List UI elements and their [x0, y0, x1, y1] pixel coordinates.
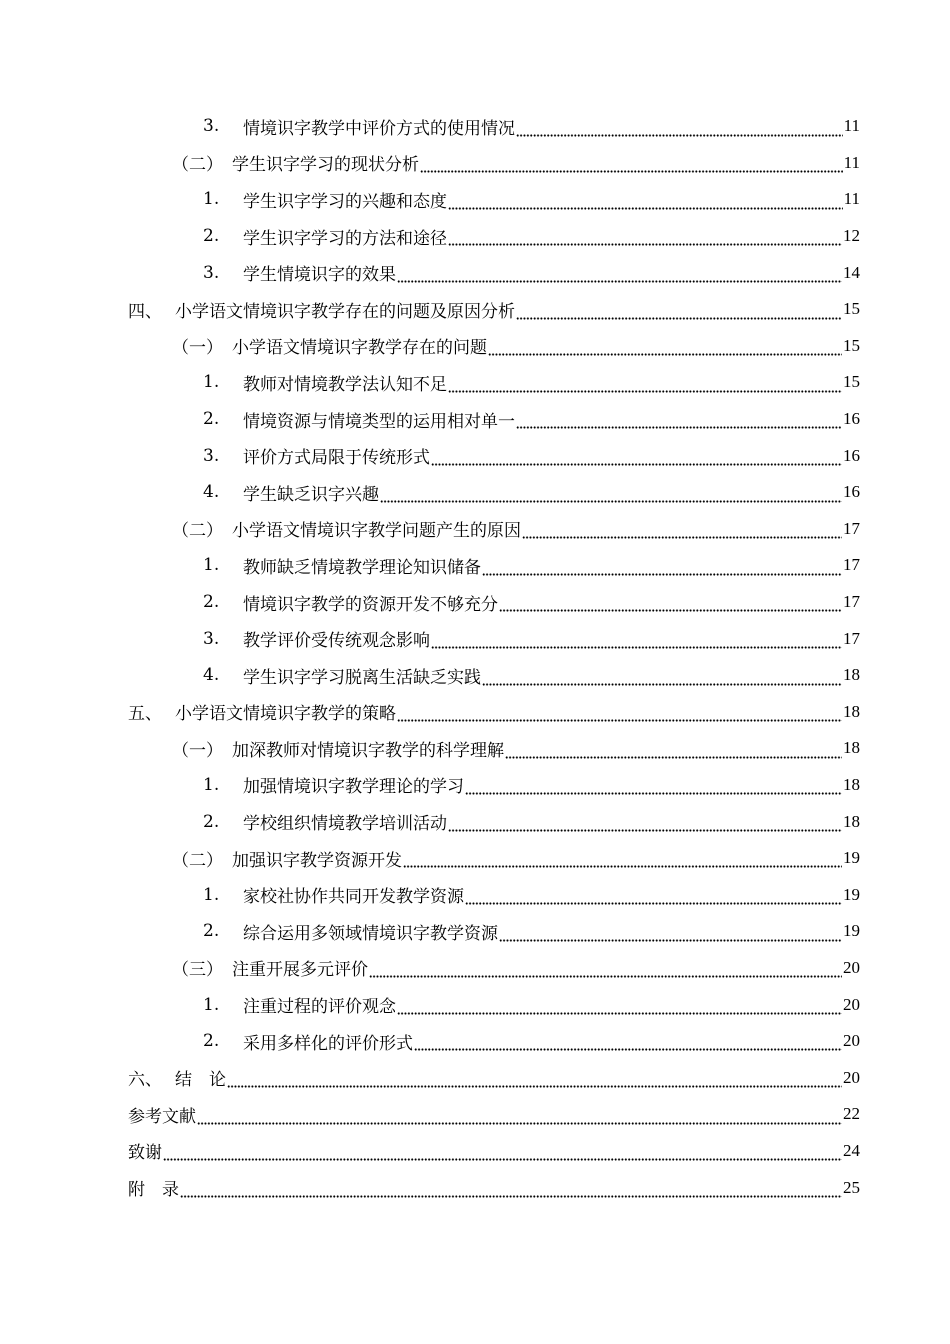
- toc-entry-page-number: 11: [843, 152, 860, 172]
- toc-entry-title: 教学评价受传统观念影响: [243, 631, 430, 652]
- toc-entry[interactable]: [0, 547, 950, 584]
- toc-entry-number: 1.: [203, 884, 220, 905]
- toc-entry-title: 注重过程的评价观念: [243, 997, 396, 1018]
- toc-entry[interactable]: [0, 986, 950, 1023]
- toc-entry[interactable]: [0, 950, 950, 987]
- toc-entry[interactable]: [0, 437, 950, 474]
- toc-entry-title: 小学语文情境识字教学的策略: [175, 704, 396, 725]
- toc-entry-title: 学生识字学习脱离生活缺乏实践: [243, 667, 481, 688]
- dot-leader: [522, 527, 842, 539]
- toc-entry-title: 采用多样化的评价形式: [243, 1033, 413, 1054]
- toc-entry-title: 小学语文情境识字教学问题产生的原因: [232, 521, 521, 542]
- toc-entry[interactable]: [0, 1169, 950, 1206]
- toc-entry[interactable]: [0, 876, 950, 913]
- toc-entry[interactable]: [0, 584, 950, 621]
- toc-entry-title: 教师缺乏情境教学理论知识储备: [243, 557, 481, 578]
- toc-entry-page-number: 20: [843, 1031, 860, 1051]
- dot-leader: [482, 564, 842, 576]
- table-of-contents: [0, 108, 950, 1206]
- toc-entry-page-number: 19: [843, 921, 860, 941]
- toc-entry-number: 1.: [203, 774, 220, 795]
- toc-entry-number: （二）: [172, 521, 223, 542]
- toc-entry[interactable]: [0, 913, 950, 950]
- toc-entry-number: 2.: [203, 409, 220, 430]
- dot-leader: [448, 820, 842, 832]
- toc-entry-page-number: 11: [843, 189, 860, 209]
- toc-entry-page-number: 20: [843, 1067, 860, 1087]
- toc-entry-number: 2.: [203, 921, 220, 942]
- toc-entry-page-number: 25: [843, 1177, 860, 1197]
- toc-entry[interactable]: [0, 1059, 950, 1096]
- dot-leader: [465, 783, 842, 795]
- toc-entry[interactable]: [0, 1096, 950, 1133]
- toc-entry[interactable]: [0, 364, 950, 401]
- toc-entry-number: 五、: [128, 704, 162, 725]
- toc-entry[interactable]: [0, 620, 950, 657]
- dot-leader: [180, 1186, 842, 1198]
- toc-entry-page-number: 11: [843, 116, 860, 136]
- dot-leader: [431, 637, 842, 649]
- toc-entry[interactable]: [0, 1023, 950, 1060]
- toc-entry-title: 致谢: [128, 1143, 162, 1164]
- dot-leader: [448, 381, 842, 393]
- toc-entry-number: 1.: [203, 372, 220, 393]
- toc-entry-page-number: 12: [843, 226, 860, 246]
- toc-entry-number: 3.: [203, 445, 220, 466]
- toc-entry[interactable]: [0, 474, 950, 511]
- toc-entry-page-number: 18: [843, 701, 860, 721]
- dot-leader: [516, 308, 842, 320]
- dot-leader: [397, 1003, 842, 1015]
- toc-entry-title: 加深教师对情境识字教学的科学理解: [232, 740, 504, 761]
- toc-entry-page-number: 18: [843, 774, 860, 794]
- toc-entry-title: 情境识字教学的资源开发不够充分: [243, 594, 498, 615]
- dot-leader: [448, 198, 843, 210]
- toc-entry-page-number: 19: [843, 848, 860, 868]
- toc-entry-number: （二）: [172, 155, 223, 176]
- dot-leader: [227, 1076, 842, 1088]
- toc-entry-title: 学生识字学习的方法和途径: [243, 228, 447, 249]
- toc-entry-number: 4.: [203, 482, 220, 503]
- toc-entry-page-number: 18: [843, 811, 860, 831]
- toc-entry-title: 参考文献: [128, 1106, 196, 1127]
- toc-entry-number: （一）: [172, 740, 223, 761]
- toc-entry-number: 2.: [203, 811, 220, 832]
- toc-entry-title: 学生识字学习的现状分析: [232, 155, 419, 176]
- dot-leader: [465, 893, 842, 905]
- toc-entry-number: 3.: [203, 116, 220, 137]
- toc-entry-number: 1.: [203, 555, 220, 576]
- toc-entry-title: 注重开展多元评价: [232, 960, 368, 981]
- toc-entry-title: 教师对情境教学法认知不足: [243, 374, 447, 395]
- dot-leader: [499, 930, 842, 942]
- toc-entry-title: 加强识字教学资源开发: [232, 850, 402, 871]
- dot-leader: [516, 417, 842, 429]
- toc-entry-page-number: 17: [843, 555, 860, 575]
- toc-entry-page-number: 20: [843, 957, 860, 977]
- toc-entry-page-number: 22: [843, 1104, 860, 1124]
- toc-entry-page-number: 14: [843, 262, 860, 282]
- toc-entry-title: 结 论: [175, 1070, 226, 1091]
- toc-entry[interactable]: [0, 181, 950, 218]
- toc-entry[interactable]: [0, 730, 950, 767]
- toc-entry[interactable]: [0, 803, 950, 840]
- toc-entry[interactable]: [0, 401, 950, 438]
- toc-entry[interactable]: [0, 1133, 950, 1170]
- toc-entry[interactable]: [0, 767, 950, 804]
- toc-entry-page-number: 24: [843, 1140, 860, 1160]
- dot-leader: [420, 161, 843, 173]
- toc-entry-number: （一）: [172, 338, 223, 359]
- toc-entry-number: 2.: [203, 592, 220, 613]
- toc-entry-title: 小学语文情境识字教学存在的问题及原因分析: [175, 301, 515, 322]
- toc-entry[interactable]: [0, 145, 950, 182]
- toc-entry-page-number: 15: [843, 299, 860, 319]
- dot-leader: [505, 747, 842, 759]
- toc-entry-number: 1.: [203, 994, 220, 1015]
- toc-entry-page-number: 19: [843, 884, 860, 904]
- toc-entry-page-number: 18: [843, 738, 860, 758]
- toc-entry-number: 1.: [203, 189, 220, 210]
- toc-entry[interactable]: [0, 291, 950, 328]
- toc-entry-page-number: 17: [843, 518, 860, 538]
- toc-entry-title: 加强情境识字教学理论的学习: [243, 777, 464, 798]
- toc-entry-page-number: 20: [843, 994, 860, 1014]
- toc-entry-page-number: 15: [843, 372, 860, 392]
- toc-entry-number: （三）: [172, 960, 223, 981]
- dot-leader: [397, 710, 842, 722]
- toc-entry-page-number: 17: [843, 592, 860, 612]
- dot-leader: [499, 600, 842, 612]
- toc-entry-title: 情境识字教学中评价方式的使用情况: [243, 118, 515, 139]
- toc-entry[interactable]: [0, 218, 950, 255]
- toc-entry[interactable]: [0, 694, 950, 731]
- dot-leader: [482, 674, 842, 686]
- toc-entry-title: 附 录: [128, 1180, 179, 1201]
- toc-entry-title: 家校社协作共同开发教学资源: [243, 887, 464, 908]
- toc-entry-page-number: 16: [843, 409, 860, 429]
- toc-entry-number: 4.: [203, 665, 220, 686]
- toc-entry-number: 3.: [203, 262, 220, 283]
- toc-entry-title: 情境资源与情境类型的运用相对单一: [243, 411, 515, 432]
- toc-entry[interactable]: [0, 511, 950, 548]
- toc-entry-page-number: 18: [843, 665, 860, 685]
- dot-leader: [369, 966, 842, 978]
- toc-entry-title: 综合运用多领域情境识字教学资源: [243, 923, 498, 944]
- toc-entry-number: 四、: [128, 301, 162, 322]
- dot-leader: [516, 125, 843, 137]
- dot-leader: [448, 234, 842, 246]
- toc-entry-title: 评价方式局限于传统形式: [243, 448, 430, 469]
- toc-entry-number: 3.: [203, 628, 220, 649]
- toc-entry-title: 学生缺乏识字兴趣: [243, 484, 379, 505]
- toc-entry-number: 2.: [203, 226, 220, 247]
- dot-leader: [488, 344, 842, 356]
- dot-leader: [397, 271, 842, 283]
- toc-entry[interactable]: [0, 254, 950, 291]
- toc-entry[interactable]: [0, 840, 950, 877]
- toc-entry[interactable]: [0, 108, 950, 145]
- dot-leader: [431, 454, 842, 466]
- toc-entry-page-number: 15: [843, 335, 860, 355]
- dot-leader: [197, 1113, 842, 1125]
- toc-entry-page-number: 16: [843, 445, 860, 465]
- dot-leader: [380, 491, 842, 503]
- toc-entry-page-number: 17: [843, 628, 860, 648]
- toc-entry-title: 学生识字学习的兴趣和态度: [243, 191, 447, 212]
- dot-leader: [403, 856, 842, 868]
- toc-entry-title: 学生情境识字的效果: [243, 265, 396, 286]
- toc-entry-number: 2.: [203, 1031, 220, 1052]
- dot-leader: [163, 1149, 842, 1161]
- toc-entry-title: 学校组织情境教学培训活动: [243, 814, 447, 835]
- dot-leader: [414, 1039, 842, 1051]
- toc-entry[interactable]: [0, 657, 950, 694]
- toc-entry-page-number: 16: [843, 482, 860, 502]
- toc-entry[interactable]: [0, 328, 950, 365]
- toc-entry-number: 六、: [128, 1070, 162, 1091]
- toc-entry-title: 小学语文情境识字教学存在的问题: [232, 338, 487, 359]
- toc-entry-number: （二）: [172, 850, 223, 871]
